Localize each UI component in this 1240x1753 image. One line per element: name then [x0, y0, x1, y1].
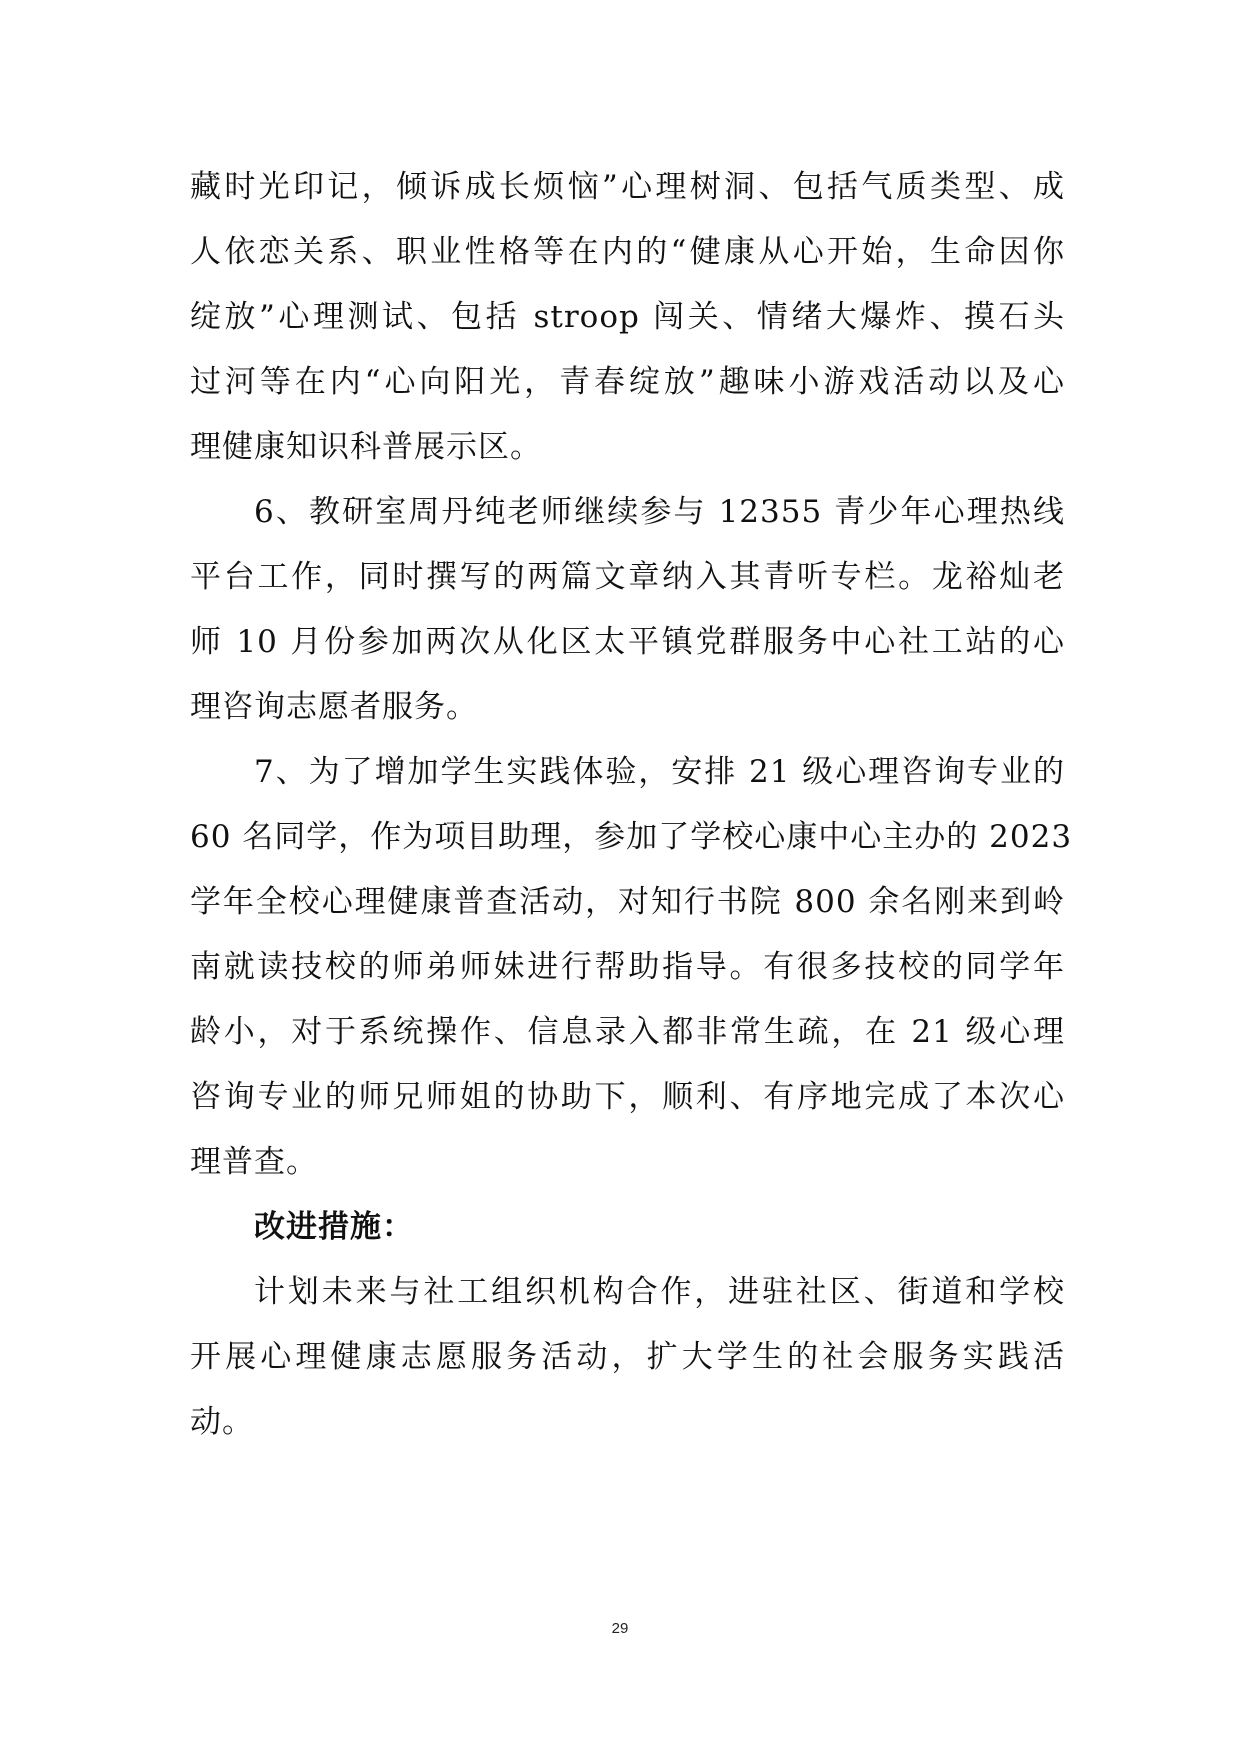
text-line: 咨询专业的师兄师姐的协助下，顺利、有序地完成了本次心 [190, 1079, 1065, 1115]
section-heading: 改进措施： [254, 1209, 414, 1245]
text-line: 动。 [190, 1404, 254, 1440]
paragraph-item-6 [190, 480, 1065, 740]
text-line: 7、为了增加学生实践体验，安排 21 级心理咨询专业的 [254, 754, 1065, 790]
text-line: 龄小，对于系统操作、信息录入都非常生疏，在 21 级心理 [190, 1014, 1065, 1050]
text-line: 6、教研室周丹纯老师继续参与 12355 青少年心理热线 [254, 494, 1065, 530]
text-line: 过河等在内“心向阳光，青春绽放”趣味小游戏活动以及心 [190, 364, 1065, 400]
text-line: 学年全校心理健康普查活动，对知行书院 800 余名刚来到岭 [190, 884, 1065, 920]
text-line: 计划未来与社工组织机构合作，进驻社区、街道和学校 [254, 1274, 1065, 1310]
text-line: 师 10 月份参加两次从化区太平镇党群服务中心社工站的心 [190, 624, 1065, 660]
text-line: 理健康知识科普展示区。 [190, 429, 542, 465]
text-line: 平台工作，同时撰写的两篇文章纳入其青听专栏。龙裕灿老 [190, 559, 1065, 595]
text-line: 理普查。 [190, 1144, 318, 1180]
text-line: 人依恋关系、职业性格等在内的“健康从心开始，生命因你 [190, 234, 1065, 270]
paragraph-event-activities [190, 155, 1065, 480]
text-line: 开展心理健康志愿服务活动，扩大学生的社会服务实践活 [190, 1339, 1065, 1375]
page-content [190, 155, 1073, 1455]
text-line: 理咨询志愿者服务。 [190, 689, 478, 725]
text-line: 南就读技校的师弟师妹进行帮助指导。有很多技校的同学年 [190, 949, 1065, 985]
page-number: 29 [611, 1620, 629, 1637]
section-improvement [190, 1195, 1065, 1455]
text-line: 60 名同学，作为项目助理，参加了学校心康中心主办的 2023 [190, 819, 1073, 855]
text-line: 绽放”心理测试、包括 stroop 闯关、情绪大爆炸、摸石头 [190, 299, 1065, 335]
text-line: 藏时光印记，倾诉成长烦恼”心理树洞、包括气质类型、成 [190, 169, 1065, 205]
paragraph-item-7 [190, 740, 1073, 1195]
